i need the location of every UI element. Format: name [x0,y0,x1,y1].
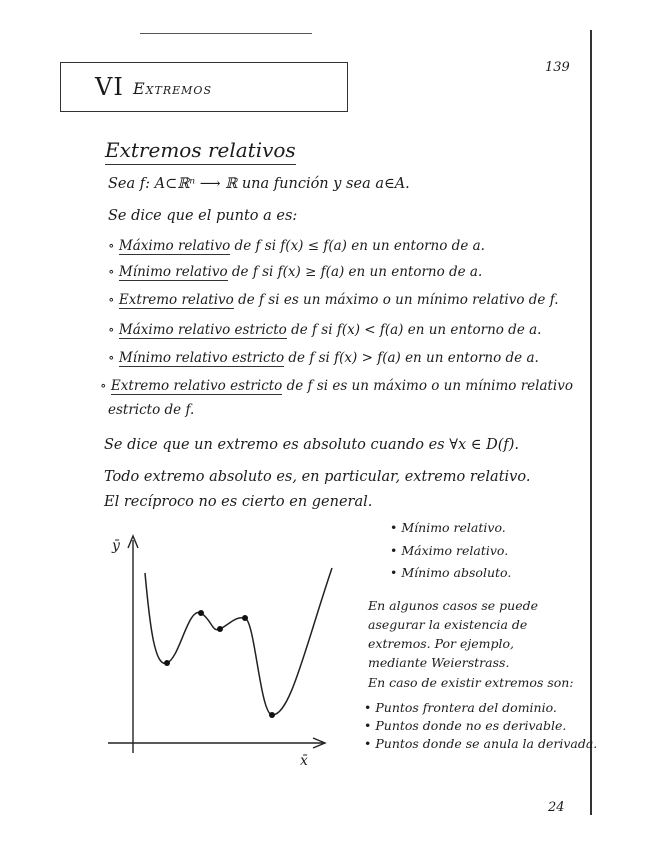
extrema-graph [100,528,340,778]
note-bullet-text: Puntos donde se anula la derivada. [375,736,598,751]
chapter-title: Extremos [133,79,212,98]
definition-term: Mínimo relativo estricto [118,350,285,366]
note-bullet: • Puntos donde se anula la derivada. [364,736,598,751]
definition-intro: Sea f: A⊂ℝⁿ ⟶ ℝ una función y sea a∈A. [108,176,410,192]
definition-item: ∘ Extremo relativo de f si es un máximo o un mínimo relativo de f. [108,292,559,308]
absolute-converse: El recíproco no es cierto en general. [104,494,373,510]
definition-term: Extremo relativo estricto [110,378,283,394]
y-axis-label: ȳ [112,538,120,554]
note-line: En caso de existir extremos son: [368,675,574,690]
note-line: asegurar la existencia de [368,617,528,632]
definition-term: Extremo relativo [118,292,234,308]
note-line: mediante Weierstrass. [368,655,510,670]
definition-term: Máximo relativo estricto [118,322,287,338]
note-bullet: • Puntos donde no es derivable. [364,718,567,733]
chapter-header [60,62,348,112]
definition-item: ∘ Máximo relativo de f si f(x) ≤ f(a) en un entorno de a. [108,238,485,254]
definition-item: ∘ Mínimo relativo estricto de f si f(x) > f(a) en un entorno de a. [108,350,539,366]
definition-text: de f si f(x) < f(a) en un entorno de a. [286,322,542,338]
definition-text: de f si f(x) > f(a) en un entorno de a. [284,350,539,366]
definition-term: Máximo relativo [118,238,231,254]
absolute-minimum-point [269,712,275,718]
relative-maximum-point [242,615,248,621]
definition-item: ∘ Mínimo relativo de f si f(x) ≥ f(a) en un entorno de a. [108,264,483,280]
definition-item: ∘ Extremo relativo estricto de f si es un máximo o un mínimo relativo [100,378,573,394]
absolute-statement: Todo extremo absoluto es, en particular, extremo relativo. [104,469,531,485]
function-curve [145,568,332,715]
definition-term: Mínimo relativo [118,264,228,280]
margin-rule [590,30,592,815]
relative-maximum-point [198,610,204,616]
absolute-definition: Se dice que un extremo es absoluto cuando es ∀x ∈ D(f). [104,437,519,453]
section-title: Extremos relativos [105,138,296,162]
definition-item: ∘ Máximo relativo estricto de f si f(x) < f(a) en un entorno de a. [108,322,542,338]
top-rule [140,33,312,34]
legend-item: • Mínimo relativo. [390,520,506,535]
relative-minimum-point [164,660,170,666]
definition-item-continuation: estricto de f. [108,402,195,418]
legend-item: • Mínimo absoluto. [390,565,512,580]
legend-label: Mínimo relativo. [401,520,506,535]
definition-text: de f si f(x) ≥ f(a) en un entorno de a. [227,264,483,280]
chapter-number: VI [95,73,124,101]
note-line: extremos. Por ejemplo, [368,636,514,651]
page-number-bottom: 24 [548,800,565,815]
page-number-top: 139 [545,60,570,75]
legend-label: Mínimo absoluto. [401,565,512,580]
note-bullet: • Puntos frontera del dominio. [364,700,557,715]
definition-text: de f si es un máximo o un mínimo relativo de f. [233,292,559,308]
note-bullet-text: Puntos frontera del dominio. [375,700,557,715]
legend-label: Máximo relativo. [401,543,509,558]
definition-text: de f si es un máximo o un mínimo relativo [282,378,573,394]
relative-minimum-point [217,626,223,632]
legend-item: • Máximo relativo. [390,543,509,558]
definition-lead: Se dice que el punto a es: [108,208,298,224]
note-bullet-text: Puntos donde no es derivable. [375,718,567,733]
x-axis-label: x̄ [300,753,308,769]
definition-text: de f si f(x) ≤ f(a) en un entorno de a. [230,238,485,254]
note-line: En algunos casos se puede [368,598,539,613]
